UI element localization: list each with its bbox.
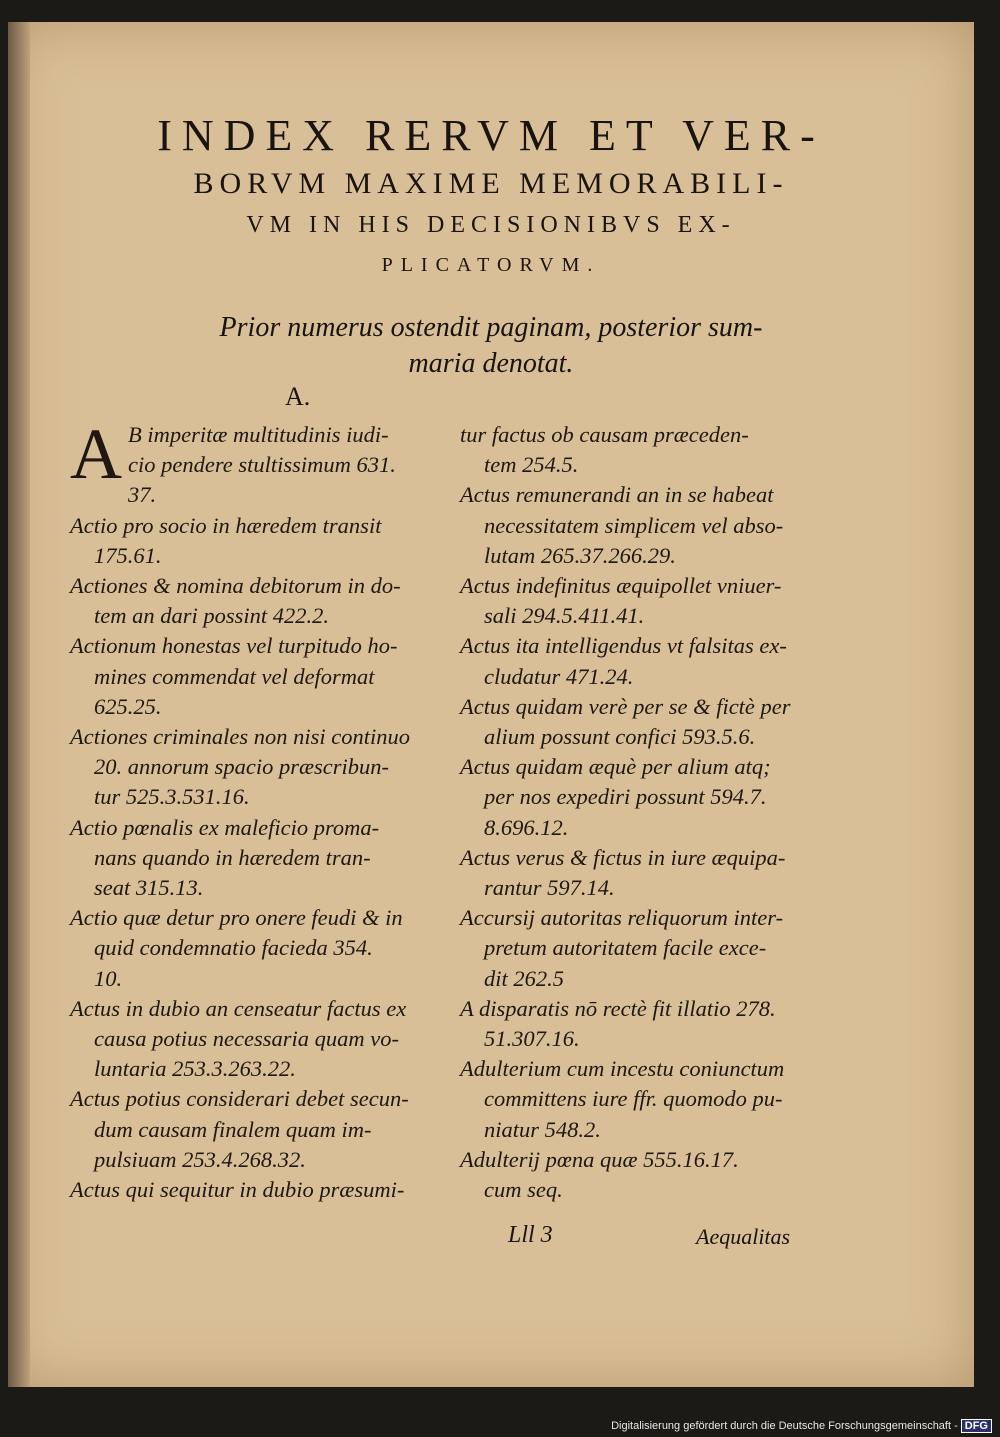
index-column-right [460, 420, 840, 1205]
index-entry-line: Actio quæ detur pro onere feudi & in [70, 905, 403, 931]
index-entry-line: B imperitæ multitudinis iudi- [128, 422, 389, 447]
index-entry-line: tur 525.3.531.16. [94, 784, 250, 810]
index-entry-line: pretum autoritatem facile exce- [484, 935, 767, 961]
subtitle-line-1: Prior numerus ostendit paginam, posterior sum- [219, 312, 763, 343]
index-entry-line: Actus in dubio an censeatur factus ex [70, 995, 407, 1021]
index-entry-line: Actio pœnalis ex maleficio proma- [70, 814, 380, 840]
index-entry [70, 813, 442, 904]
index-entry-line: Actus potius considerari debet secun- [70, 1086, 409, 1112]
index-entry [70, 511, 442, 571]
index-entry [460, 420, 840, 480]
index-entry-line: tur factus ob causam præceden- [460, 422, 749, 447]
index-entry-line: quid condemnatio facieda 354. [94, 935, 373, 961]
index-entry-line: 8.696.12. [484, 814, 569, 840]
index-entry-line: Actionum honestas vel turpitudo ho- [70, 633, 398, 659]
index-entry-line: Actus indefinitus æquipollet vniuer- [460, 573, 782, 599]
index-entry-line: lutam 265.37.266.29. [484, 542, 676, 568]
index-entry-line: 20. annorum spacio præscribun- [94, 754, 390, 780]
index-entry-line: seat 315.13. [94, 875, 204, 901]
index-title-line-4: PLICATORVM. [381, 254, 601, 276]
index-entry [70, 1175, 442, 1205]
book-page [8, 22, 974, 1387]
index-entry [70, 1084, 442, 1175]
index-entry-line: 37. [128, 482, 157, 508]
index-entry-line: Accursij autoritas reliquorum inter- [460, 905, 784, 931]
index-entry-line: per nos expediri possunt 594.7. [484, 784, 767, 810]
index-entry [460, 1054, 840, 1145]
index-title-line-1: INDEX RERVM ET VER- [157, 111, 825, 160]
index-entry [70, 903, 442, 994]
index-entry-line: Actus verus & fictus in iure æquipa- [460, 844, 786, 870]
section-letter: A. [285, 382, 311, 411]
signature-mark: Lll 3 [508, 1222, 553, 1248]
index-entry-line: pulsiuam 253.4.268.32. [94, 1146, 306, 1172]
index-entry [460, 843, 840, 903]
index-entry-line: Actiones & nomina debitorum in do- [70, 573, 401, 599]
index-entry-line: dit 262.5 [484, 965, 565, 991]
index-entry-line: tem an dari possint 422.2. [94, 603, 330, 629]
dfg-logo: DFG [961, 1419, 992, 1433]
index-entry [460, 903, 840, 994]
index-entry-line: Actio pro socio in hæredem transit [70, 512, 382, 538]
index-entry-line: necessitatem simplicem vel abso- [484, 512, 784, 538]
index-entry [460, 1145, 840, 1205]
digitization-credit [611, 1419, 992, 1433]
index-entry-line: niatur 548.2. [484, 1116, 601, 1142]
index-entry-line: A disparatis nō rectè fit illatio 278. [460, 995, 776, 1021]
index-entry [70, 994, 442, 1085]
index-entry-line: cludatur 471.24. [484, 663, 634, 689]
index-entry [460, 571, 840, 631]
index-entry-line: 10. [94, 965, 123, 991]
index-entry-line: 625.25. [94, 693, 162, 719]
index-entry-line: Adulterij pœna quæ 555.16.17. [460, 1146, 739, 1172]
index-entry [460, 994, 840, 1054]
index-entry-line: cio pendere stultissimum 631. [128, 452, 396, 478]
index-entry [460, 480, 840, 571]
index-entry-line: nans quando in hæredem tran- [94, 844, 371, 870]
index-entry-line: Actus quidam verè per se & fictè per [460, 693, 791, 719]
index-entry [70, 631, 442, 722]
index-title-line-2: BORVM MAXIME MEMORABILI- [193, 167, 789, 200]
index-entry [460, 631, 840, 691]
index-entry-line: sali 294.5.411.41. [484, 603, 645, 629]
index-entry [460, 692, 840, 752]
index-entry-line: Actus remunerandi an in se habeat [460, 482, 774, 508]
index-entry-line: committens iure ffr. quomodo pu- [484, 1086, 783, 1112]
index-entry [70, 414, 442, 511]
subtitle-line-2: maria denotat. [408, 348, 574, 379]
index-entry [70, 722, 442, 813]
index-entry-line: Actus quidam æquè per alium atq; [460, 754, 771, 780]
index-entry-line: Actiones criminales non nisi continuo [70, 724, 410, 750]
catchword: Aequalitas [696, 1224, 791, 1249]
index-title-line-3: VM IN HIS DECISIONIBVS EX- [246, 212, 736, 238]
index-entry [460, 752, 840, 843]
index-entry-line: causa potius necessaria quam vo- [94, 1026, 399, 1052]
index-entry-line: Adulterium cum incestu coniunctum [460, 1056, 785, 1082]
index-entry-line: rantur 597.14. [484, 875, 615, 901]
index-column-left [70, 414, 442, 1205]
index-entry-line: cum seq. [484, 1177, 563, 1203]
index-entry [70, 571, 442, 631]
index-entry-line: luntaria 253.3.263.22. [94, 1056, 296, 1082]
index-entry-line: 175.61. [94, 542, 162, 568]
index-entry-line: Actus ita intelligendus vt falsitas ex- [460, 633, 787, 659]
credit-text: Digitalisierung gefördert durch die Deutsche Forschungsgemeinschaft - [611, 1420, 958, 1432]
index-entry-line: 51.307.16. [484, 1026, 580, 1052]
index-entry-line: alium possunt confici 593.5.6. [484, 724, 756, 750]
index-entry-line: tem 254.5. [484, 452, 579, 478]
index-entry-line: Actus qui sequitur in dubio præsumi- [70, 1177, 405, 1203]
index-entry-line: mines commendat vel deformat [94, 663, 375, 689]
index-entry-line: dum causam finalem quam im- [94, 1116, 372, 1142]
drop-capital: A [70, 414, 122, 494]
